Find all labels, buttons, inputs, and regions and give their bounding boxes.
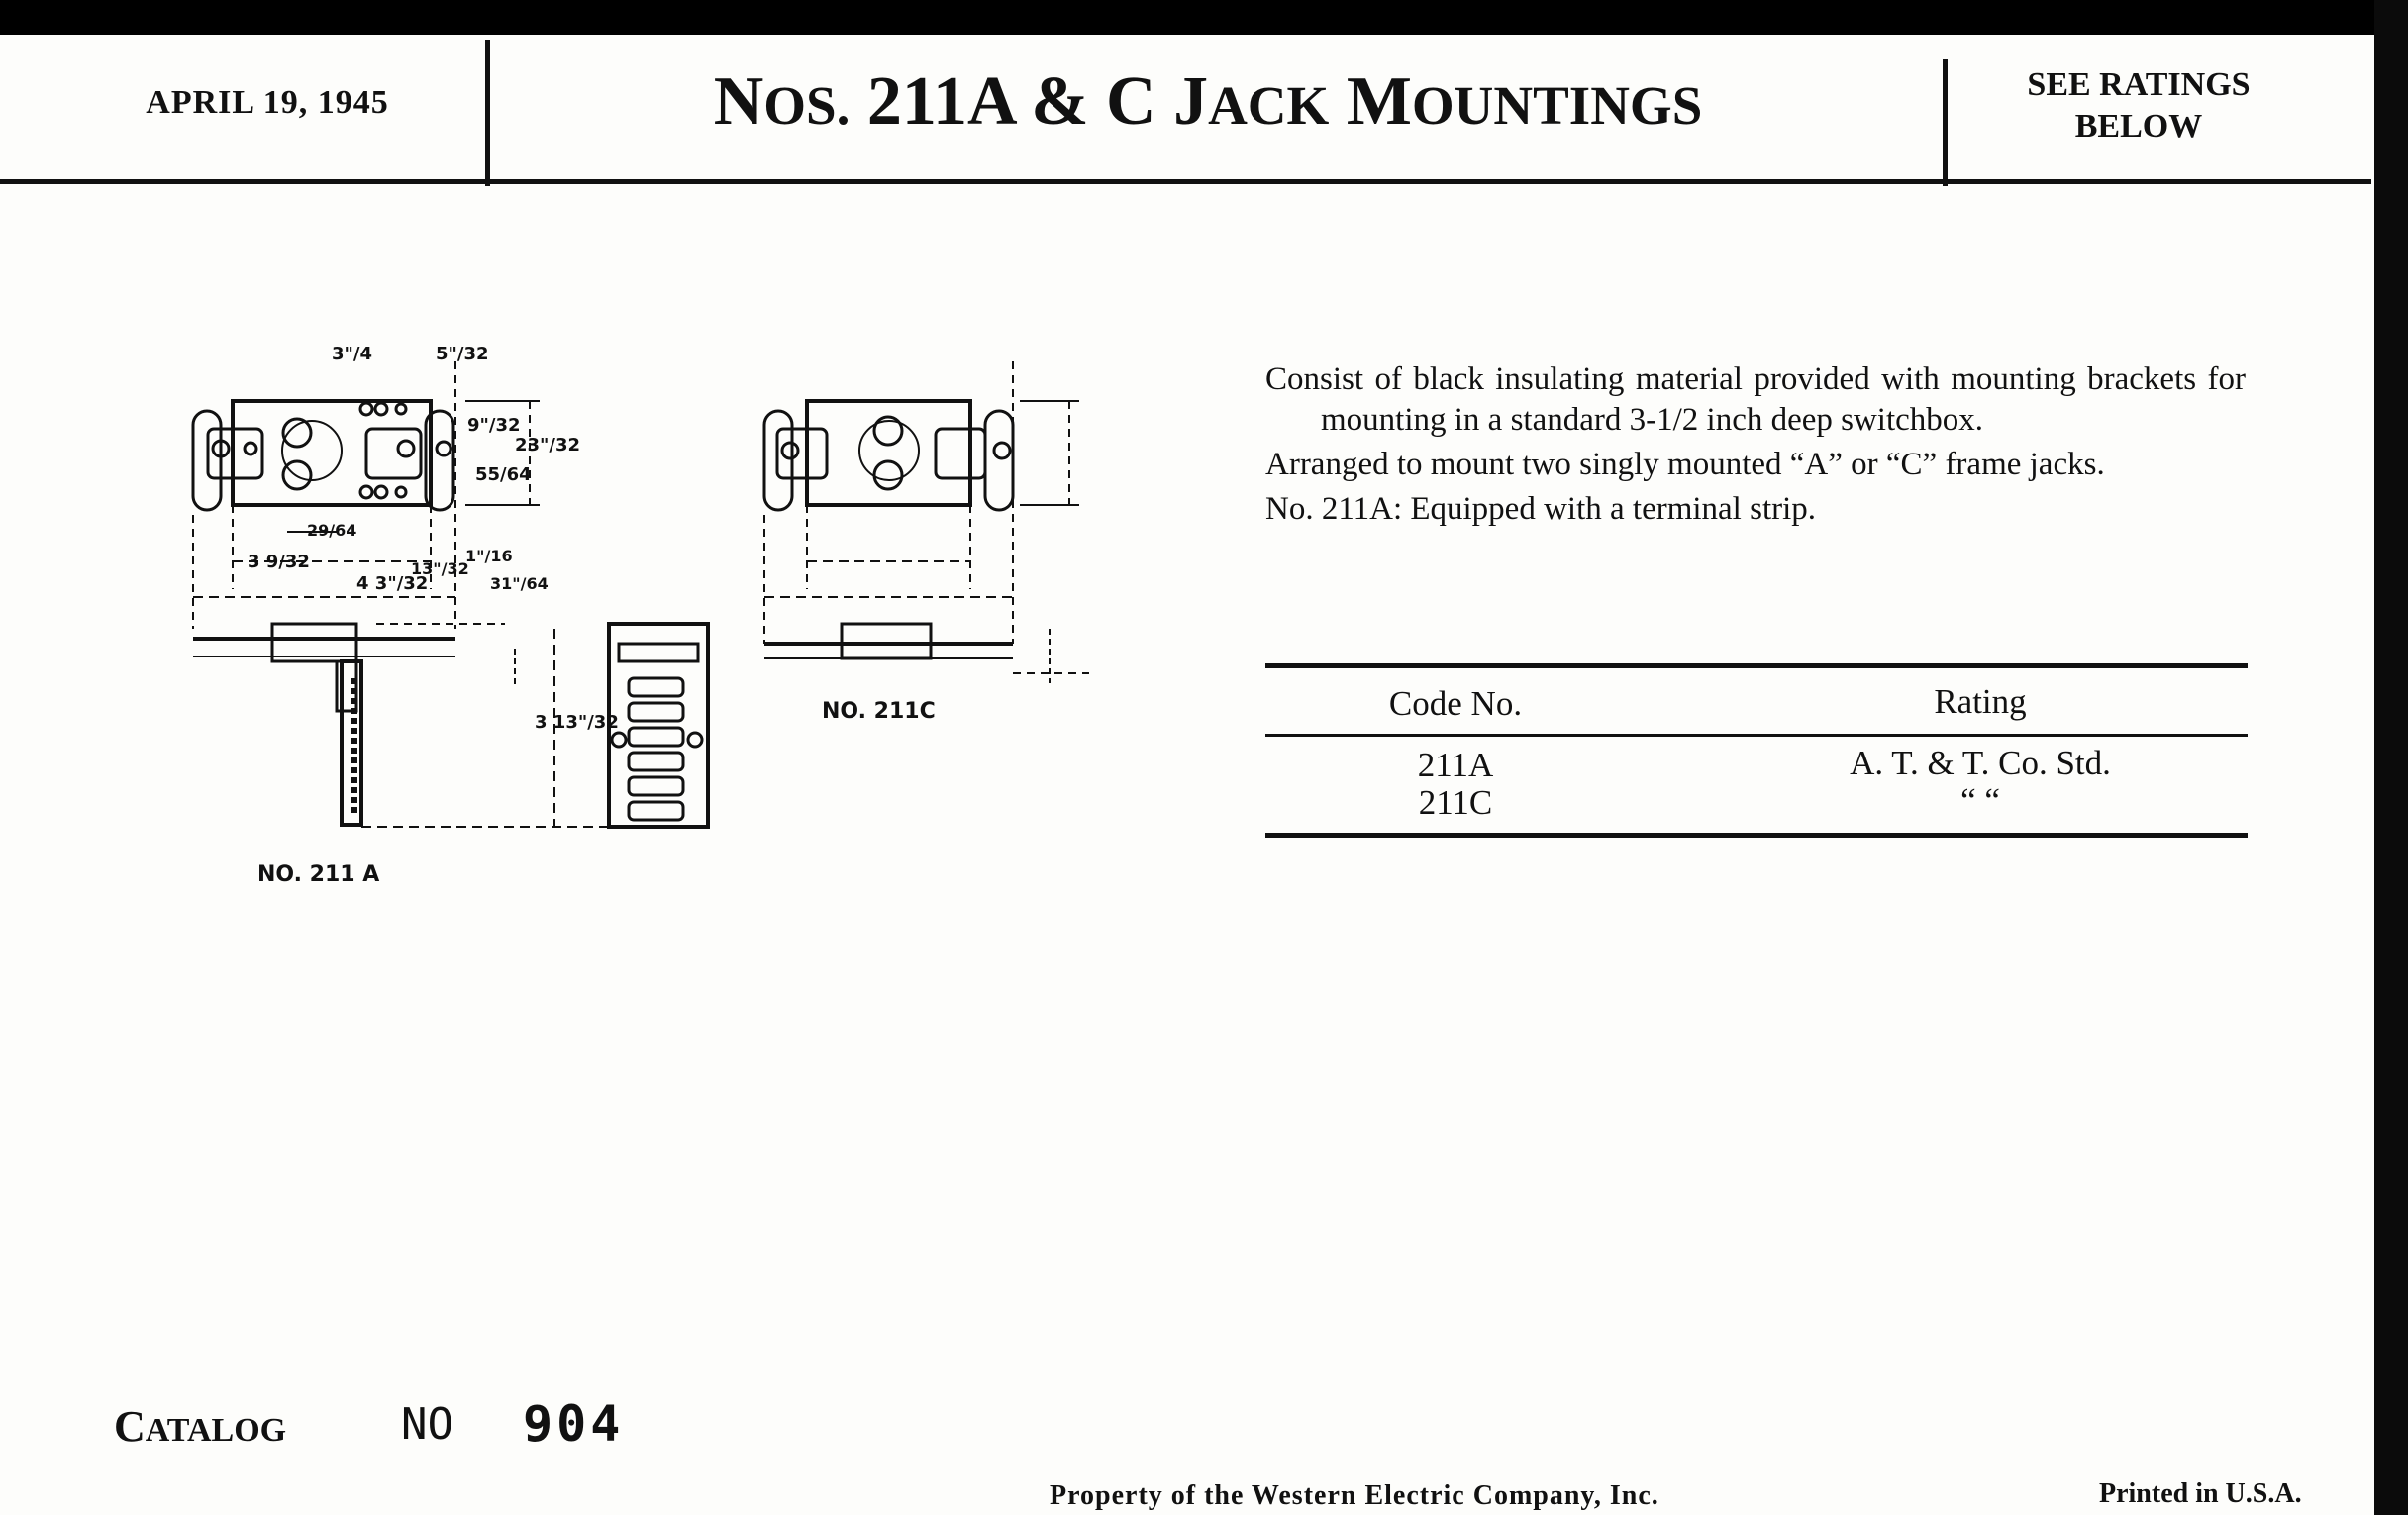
dim-55-64: 55/64 (475, 464, 532, 485)
col-header-rating: Rating (1934, 682, 2027, 721)
caption-211a: NO. 211 A (257, 862, 380, 887)
no-211c-side-view (764, 624, 1089, 683)
catalog-number: 904 (523, 1395, 625, 1453)
dim-5-32: 5"/32 (436, 344, 489, 364)
table-row: 211A (1417, 746, 1494, 784)
catalog-no-label: NO (401, 1399, 453, 1450)
col-header-code: Code No. (1388, 684, 1523, 723)
no-211c-plan-view (764, 361, 1079, 644)
dim-13-32: 13"/32 (411, 559, 469, 578)
page-title: NOS. 211A & C JACK MOUNTINGS (713, 63, 1703, 140)
no-211a-end-view (609, 624, 708, 827)
catalog-label: CATALOG (114, 1402, 287, 1451)
description-para-2: Arranged to mount two singly mounted “A” or “C” frame jacks. (1265, 447, 2105, 482)
table-top-rule (1265, 663, 2248, 668)
scan-edge (2374, 0, 2408, 1515)
header-rule (10, 179, 2371, 184)
dim-3-4: 3"/4 (332, 344, 373, 364)
description-para-3: No. 211A: Equipped with a terminal strip. (1265, 491, 1817, 527)
caption-211c: NO. 211C (822, 699, 936, 724)
dim-31-64: 31"/64 (490, 574, 549, 593)
description (1265, 359, 2246, 534)
header-rule-tick (0, 179, 12, 184)
printed-notice: Printed in U.S.A. (2099, 1478, 2302, 1509)
table-row: 211C (1418, 783, 1493, 822)
description-para-1: Consist of black insulating material provided with mounting brackets for mounting in a standard 3-1/2 inch deep switchbox. (1265, 361, 2246, 438)
dim-23-32: 23"/32 (515, 435, 581, 455)
jack-mounting-diagrams (178, 302, 1188, 896)
catalog-card (0, 35, 2374, 1515)
table-bottom-rule (1265, 833, 2248, 838)
dim-4-3-32: 4 3"/32 (356, 573, 429, 594)
table-row-rating: A. T. & T. Co. Std. (1850, 744, 2111, 782)
table-row-rating: “ “ (1960, 781, 2000, 820)
dim-3-9-32: 3 9/32 (248, 552, 310, 572)
table-header-rule (1265, 734, 2248, 737)
dim-9-32: 9"/32 (467, 415, 521, 436)
property-notice: Property of the Western Electric Company, Inc. (1050, 1480, 1659, 1511)
issue-date: APRIL 19, 1945 (146, 84, 389, 121)
dim-29-64: 29/64 (307, 521, 357, 540)
header-divider-right (1943, 59, 1948, 186)
dim-1-16: 1"/16 (465, 547, 513, 565)
dim-3-13-32: 3 13"/32 (535, 712, 619, 733)
ratings-note: SEE RATINGS BELOW (2027, 66, 2251, 145)
